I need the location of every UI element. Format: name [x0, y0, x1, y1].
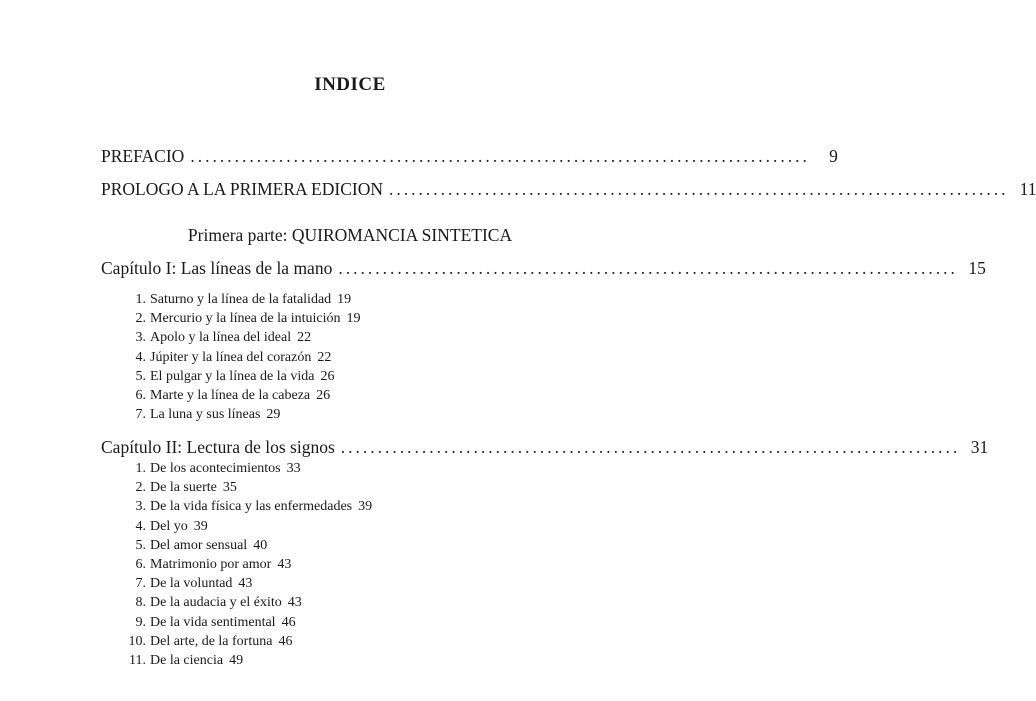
toc-chapter-2 — [101, 436, 989, 458]
index-title: INDICE — [314, 74, 386, 95]
list-item: 10. Del arte, de la fortuna 46 — [128, 633, 293, 649]
toc-entry-page: 9 — [829, 146, 838, 166]
list-item: 5. Del amor sensual 40 — [135, 537, 268, 553]
list-item: 5. El pulgar y la línea de la vida 26 — [135, 368, 335, 384]
list-item: 7. La luna y sus líneas 29 — [135, 407, 281, 423]
toc-entry-prologo — [101, 178, 1036, 200]
toc-entry-label: PREFACIO — [101, 146, 185, 166]
toc-entry-label: PROLOGO A LA PRIMERA EDICION — [101, 179, 383, 199]
toc-entry-prefacio — [101, 145, 838, 167]
list-item: 3. Apolo y la línea del ideal 22 — [135, 330, 312, 346]
list-item: 11. De la ciencia 49 — [129, 653, 244, 669]
chapter-label: Capítulo I: Las líneas de la mano — [101, 258, 333, 278]
list-item: 7. De la voluntad 43 — [135, 576, 253, 592]
chapter-2-sections — [118, 459, 372, 670]
chapter-label: Capítulo II: Lectura de los signos — [101, 437, 335, 457]
list-item: 4. Júpiter y la línea del corazón 22 — [135, 349, 332, 365]
list-item: 4. Del yo 39 — [135, 518, 208, 534]
list-item: 2. Mercurio y la línea de la intuición 19 — [135, 311, 361, 327]
list-item: 6. Marte y la línea de la cabeza 26 — [135, 388, 331, 404]
list-item: 8. De la audacia y el éxito 43 — [135, 595, 302, 611]
list-item: 2. De la suerte 35 — [135, 480, 237, 496]
chapter-page: 15 — [968, 258, 986, 278]
list-item: 3. De la vida física y las enfermedades 39 — [135, 499, 373, 515]
toc-chapter-1 — [101, 257, 986, 279]
chapter-1-sections — [118, 290, 361, 424]
part-heading: Primera parte: QUIROMANCIA SINTETICA — [187, 225, 513, 245]
list-item: 1. Saturno y la línea de la fatalidad 19 — [135, 292, 352, 307]
list-item: 6. Matrimonio por amor 43 — [135, 557, 292, 573]
leader-dots: .................................................................................... — [388, 179, 1009, 199]
leader-dots: .................................................................................... — [190, 146, 810, 166]
leader-dots: .................................................................................... — [340, 437, 961, 457]
chapter-page: 31 — [970, 437, 989, 457]
toc-entry-page: 11 — [1019, 179, 1036, 199]
list-item: 1. De los acontecimientos 33 — [135, 461, 301, 476]
list-item: 9. De la vida sentimental 46 — [135, 614, 296, 630]
leader-dots: .................................................................................... — [338, 258, 958, 278]
